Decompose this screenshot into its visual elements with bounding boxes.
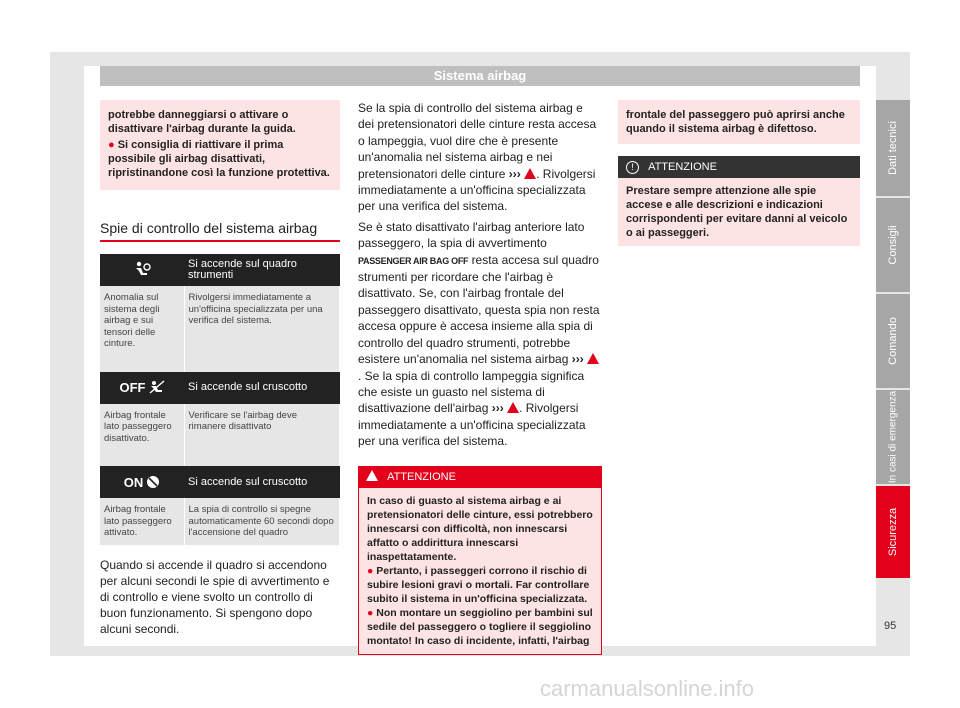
row3-left: Airbag frontale lato passeggero attivato. (100, 498, 184, 545)
warning-text: potrebbe danneggiarsi o attivare o disattivare l'airbag durante la guida. (108, 109, 296, 135)
page-header: Sistema airbag (100, 66, 860, 86)
passenger-airbag-off-icon: PASSENGER AIR BAG OFF (358, 255, 469, 266)
attention-header-2: ! ATTENZIONE (618, 156, 860, 178)
section-title: Spie di controllo del sistema airbag (100, 220, 340, 242)
info-circle-icon: ! (626, 161, 639, 174)
paragraph-2: Se è stato disattivato l'airbag anteriore lato passeggero, la spia di avvertimento PASSENGER AIR BAG OFF resta accesa sul quadro strumenti per ricordare che l'airbag è disattivato. Se, con l'airbag frontale del passeggero disattivato, questa spia non resta accesa oppure è accesa insieme alla spia di controllo del quadro strumenti, potrebbe esistere un'anomalia nel sistema airbag ››› . Se la spia di controllo lampeggia significa che esiste un guasto nel sistema di disattivazione dell'airbag ››› . Rivolgersi immediatamente a un'officina specializzata per una verifica del sistema. (358, 219, 600, 449)
warning-triangle-icon (587, 353, 599, 364)
row2-left: Airbag frontale lato passeggero disattivato. (100, 404, 184, 451)
warning-triangle-icon (507, 402, 519, 413)
right-column (618, 100, 860, 246)
warning-bullet: ● Si consiglia di riattivare il prima possibile gli airbag disattivati, ripristinandone così la funzione protettiva. (108, 139, 330, 179)
attention-body: In caso di guasto al sistema airbag e ai pretensionatori delle cinture, essi potrebbero innescarsi con difficoltà, non innescarsi affatto o addirittura innescarsi inaspettatamente. ● Pertanto, i passeggeri corrono il rischio di subire lesioni gravi o mortali. Far controllare subito il sistema in un'officina specializzata. ● Non montare un seggiolino per bambini sul sedile del passeggero o togliere il seggiolino montato! In caso di incidente, infatti, l'airbag (358, 488, 602, 655)
warning-triangle-icon (524, 168, 536, 179)
link-arrows[interactable]: ››› (571, 352, 584, 367)
attention-header: ATTENZIONE (358, 466, 602, 488)
row3-right: La spia di controllo si spegne automaticamente 60 secondi dopo l'accensione del quadro (184, 498, 340, 545)
attention-continuation: frontale del passeggero può aprirsi anche quando il sistema airbag è difettoso. (618, 100, 860, 144)
row1-right: Rivolgersi immediatamente a un'officina specializzata per una verifica del sistema. (184, 286, 340, 356)
on-airbag-icon: ON (100, 466, 184, 498)
closing-paragraph: Quando si accende il quadro si accendono per alcuni secondi le spie di avvertimento e di controllo e viene svolto un controllo di buon funzionamento. Si spengono dopo alcuni secondi. (100, 557, 330, 636)
row1-left: Anomalia sul sistema degli airbag e sui tensori delle cinture. (100, 286, 184, 356)
paragraph-1: Se la spia di controllo del sistema airbag e dei pretensionatori delle cinture resta accesa o lampeggia, vuol dire che è presente un'anomalia nel sistema airbag e nei pretensionatori delle cinture ››› . Rivolgersi immediatamente a un'officina specializzata per una verifica del sistema. (358, 101, 597, 214)
warning-continuation (100, 100, 340, 190)
airbag-person-icon (100, 254, 184, 286)
link-arrows[interactable]: ››› (491, 401, 504, 416)
middle-column (358, 100, 602, 655)
page-number: 95 (884, 620, 897, 632)
tab-dati-tecnici[interactable]: Dati tecnici (876, 100, 910, 196)
tab-consigli[interactable]: Consigli (876, 198, 910, 292)
row2-header: Si accende sul cruscotto (184, 372, 340, 404)
attention-box-2 (618, 156, 860, 246)
tab-emergenza[interactable]: In casi di emergenza (876, 390, 910, 484)
row3-header: Si accende sul cruscotto (184, 466, 340, 498)
attention-box (358, 466, 602, 655)
indicator-table (100, 254, 340, 545)
watermark: carmanualsonline.info (540, 676, 755, 701)
section-tabs (876, 100, 910, 580)
row2-right: Verificare se l'airbag deve rimanere disattivato (184, 404, 340, 451)
tab-comando[interactable]: Comando (876, 294, 910, 388)
link-arrows[interactable]: ››› (508, 166, 521, 181)
off-airbag-icon: OFF (100, 372, 184, 404)
row1-header: Si accende sul quadro strumenti (184, 254, 340, 286)
attention-body-2: Prestare sempre attenzione alle spie accese e alle descrizioni e indicazioni corrispondenti per evitare danni al veicolo o ai passeggeri. (618, 178, 860, 246)
warning-triangle-icon (366, 470, 378, 481)
left-column (100, 100, 340, 637)
tab-sicurezza[interactable]: Sicurezza (876, 486, 910, 578)
